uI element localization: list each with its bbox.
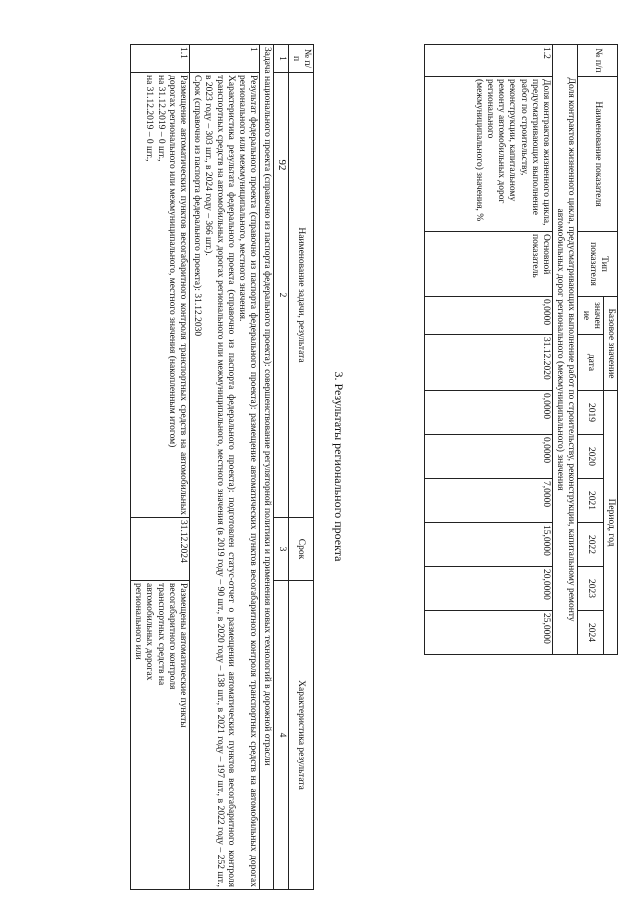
result-term: 31.12.2024 xyxy=(130,518,189,581)
row-num: 1.1 xyxy=(130,45,189,73)
year-value: 0,0000 xyxy=(424,435,552,479)
result-name-line: Размещение автоматических пунктов весогабаритного контроля транспортных средств на автомобильных дорогах регионального или межмуниципального, местного значения (накопленным итогом) xyxy=(166,75,188,515)
col-name-header: Наименование задачи, результата xyxy=(288,73,313,518)
year-header: 2022 xyxy=(578,523,603,567)
results-table xyxy=(130,44,314,890)
row-num: 1.2 xyxy=(424,45,552,77)
indicator-type: Основной показатель xyxy=(424,232,552,297)
col-term-header: Срок xyxy=(288,518,313,581)
col-number: 3 xyxy=(274,518,288,581)
year-value: 25,0000 xyxy=(424,611,552,655)
col-base-header: Базовое значение xyxy=(603,297,617,391)
result-paragraph: Характеристика результата федерального проекта (справочно из паспорта федерального проекта): подготовлен статус-отчет о размещении автоматических пунктов весогабаритного контроля транспортных средств на автомобильных дорогах регионального или межмуниципального, местного значения (в 2019 году – 90 шт., в 2020 году – 138 шт., в 2021 году – 197 шт., в 2022 году – 252 шт., в 2023 году – 303 шт., в 2024 году – 366 шт.). xyxy=(203,75,236,887)
indicator-name: Доля контрактов жизненного цикла, предусматривающих выполнение работ по строительству, реконструкции, капитальному ремонту автомобильных дорог регионального (межмуниципального) значения, % xyxy=(424,77,552,232)
result-name xyxy=(130,73,189,518)
table-row xyxy=(130,45,189,890)
year-value: 7,0000 xyxy=(424,479,552,523)
col-number: 2 xyxy=(274,73,288,518)
base-value: 0,0000 xyxy=(424,297,552,335)
col-period-header: Период, год xyxy=(603,391,617,655)
indicators-table-block xyxy=(424,44,618,889)
year-header: 2020 xyxy=(578,435,603,479)
table-row xyxy=(189,45,259,890)
year-header: 2024 xyxy=(578,611,603,655)
result-characteristic: Размещены автоматические пункты весогабаритного контроля транспортных средств на автомобильных дорогах регионального или xyxy=(130,581,189,890)
year-header: 2023 xyxy=(578,567,603,611)
indicators-table xyxy=(424,44,618,890)
result-name-line: на 31.12.2019 – 0 шт., xyxy=(155,75,166,162)
col-base-value-header: значен ие xyxy=(578,297,603,335)
year-value: 15,0000 xyxy=(424,523,552,567)
result-name-line: на 31.12.2019 – 0 шт., xyxy=(144,75,155,162)
year-header: 2019 xyxy=(578,391,603,435)
results-table-block xyxy=(130,44,314,889)
landscape-page xyxy=(83,44,618,889)
result-paragraph: Срок (справочно из паспорта федерального проекта): 31.12.2030 xyxy=(192,75,203,337)
col-number: 1 xyxy=(274,45,288,73)
col-base-date-header: дата xyxy=(578,335,603,391)
page-number: 92 xyxy=(276,159,288,171)
col-num-header: № п/п xyxy=(578,45,618,77)
year-value: 0,0000 xyxy=(424,391,552,435)
result-description xyxy=(189,73,259,890)
result-paragraph: Результат федерального проекта (справочно из паспорта федерального проекта): размещение автоматических пунктов весогабаритного контроля транспортных средств на автомобильных дорогах регионального или межмуниципального, местного значения. xyxy=(236,75,259,887)
row-num: 1 xyxy=(189,45,259,73)
base-date: 31.12.2020 xyxy=(424,335,552,391)
col-char-header: Характеристика результата xyxy=(288,581,313,890)
year-value: 20,0000 xyxy=(424,567,552,611)
col-type-header: Тип показателя xyxy=(578,232,618,297)
year-header: 2021 xyxy=(578,479,603,523)
col-num-header: № п/п xyxy=(288,45,313,73)
task-row: Задача национального проекта (справочно из паспорта федерального проекта): совершенствование регуляторной политики и применения новых технологий в дорожной отрасли xyxy=(260,45,274,890)
col-number: 4 xyxy=(274,581,288,890)
indicator-section-row: Доля контрактов жизненного цикла, предусматривающих выполнение работ по строительству, реконструкции, капитальному ремонту автомобильных дорог регионального (межмуниципального) значения xyxy=(552,45,577,655)
section-title: 3. Результаты регионального проекта xyxy=(332,371,346,562)
col-name-header: Наименование показателя xyxy=(578,77,618,232)
